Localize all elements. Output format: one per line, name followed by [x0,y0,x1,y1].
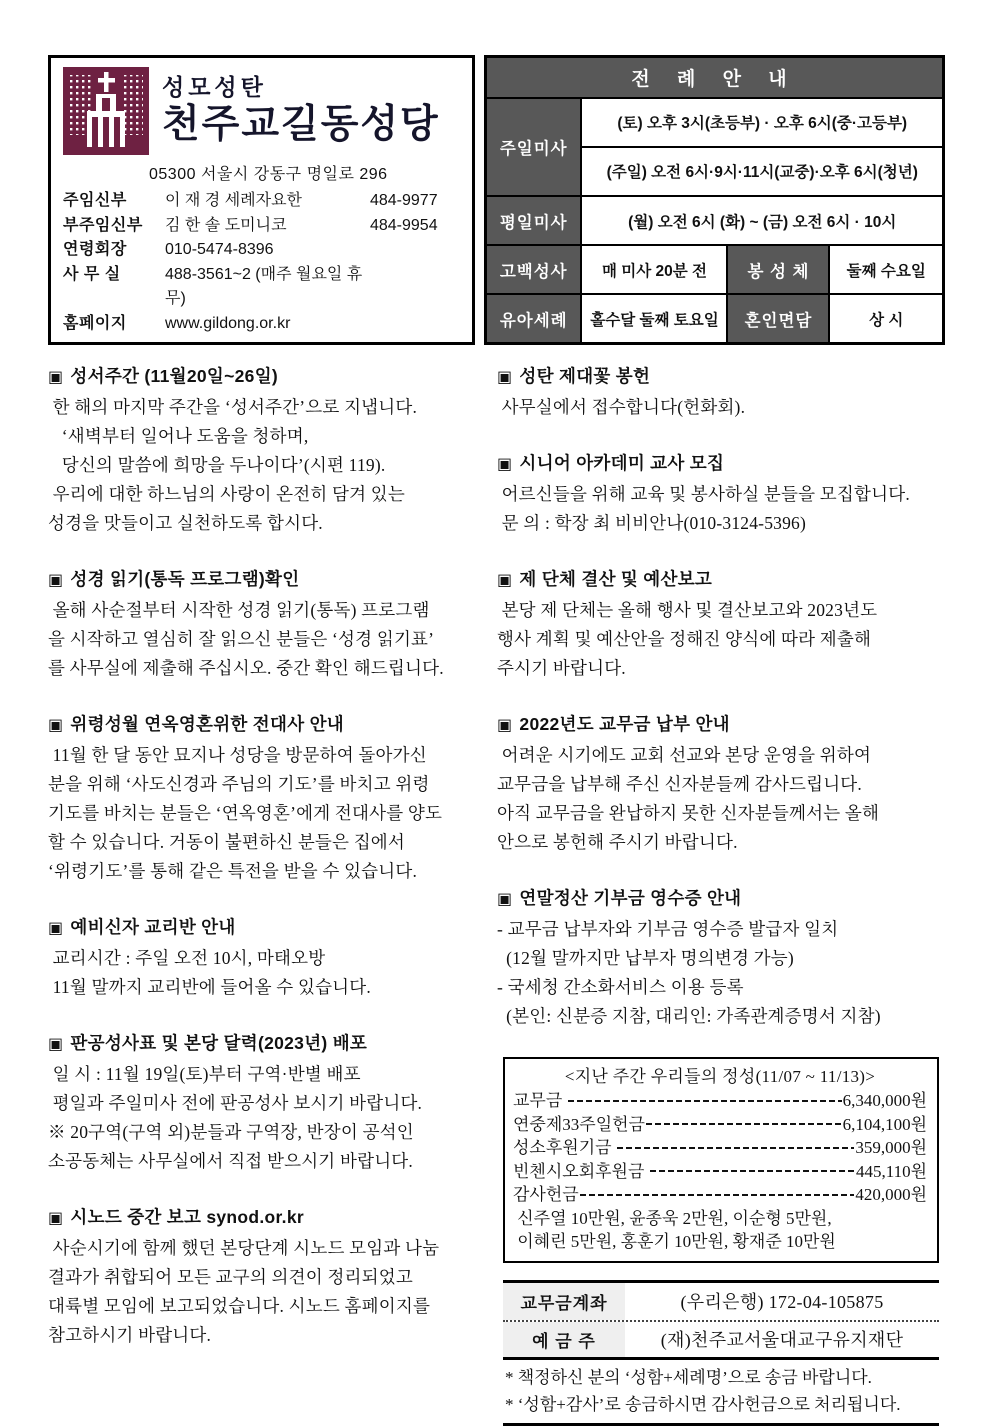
section-line: 한 해의 마지막 주간을 ‘성서주간’으로 지냅니다. [48,397,418,417]
section-line: 어르신들을 위해 교육 및 봉사하실 분들을 모집합니다. [497,484,910,504]
section-line: 평일과 주일미사 전에 판공성사 보시기 바랍니다. [48,1093,423,1113]
section-body [497,393,945,422]
section-body [48,596,478,683]
contact-row [63,312,462,337]
section-title-text: 제 단체 결산 및 예산보고 [519,569,713,589]
offering-label: 교무금 [513,1091,567,1110]
offerings-title: <지난 주간 우리들의 정성(11/07 ~ 11/13)> [564,1067,876,1086]
square-bullet-icon: ▣ [48,369,64,386]
bank-account-table [503,1280,939,1426]
contact-label: 홈페이지 [63,314,127,332]
church-title-large: 천주교길동성당 [162,103,440,146]
bulletin-section [497,709,945,857]
offering-row [513,1113,927,1137]
liturgy-infant-baptism-value: 홀수달 둘째 토요일 [581,294,727,343]
dash-leader [580,1194,855,1196]
section-line: - 교무금 납부자와 기부금 영수증 발급자 일치 [497,919,839,939]
donor-list [513,1207,927,1254]
brand-row [63,67,462,155]
liturgy-marriage-label: 혼인면담 [727,294,829,343]
contact-phone [370,263,462,312]
section-line: 결과가 취합되어 모든 교구의 의견이 정리되었고 [48,1267,413,1287]
section-line: 기도를 바치는 분들은 ‘연옥영혼’에게 전대사를 양도 [48,803,443,823]
right-column [487,361,945,1426]
weekly-offerings-box [503,1057,939,1263]
bulletin-section [497,361,945,422]
church-title-small: 성모성탄 [162,74,267,100]
square-bullet-icon: ▣ [497,456,513,473]
bulletin-section [497,564,945,683]
section-title [48,361,478,393]
square-bullet-icon: ▣ [48,1036,64,1053]
donor-line: 이혜린 5만원, 홍훈기 10만원, 황재준 10만원 [513,1232,836,1251]
liturgy-weekday-times: (월) 오전 6시 (화) ~ (금) 오전 6시 · 10시 [581,196,943,245]
liturgy-communion-label: 봉 성 체 [727,245,829,294]
section-line: 어려운 시기에도 교회 선교와 본당 운영을 위하여 [497,745,872,765]
liturgy-sunday-saturday-times: (토) 오후 3시(초등부) · 오후 6시(중·고등부) [581,98,943,147]
section-line: 참고하시기 바랍니다. [48,1325,212,1345]
section-title-text: 성경 읽기(통독 프로그램)확인 [70,569,300,589]
section-line: 교무금을 납부해 주신 신자분들께 감사드립니다. [497,774,862,794]
dash-leader [617,1147,855,1149]
section-line: - 국세청 간소화서비스 이용 등록 [497,977,744,997]
offering-row [513,1136,927,1160]
contact-label: 사 무 실 [63,265,121,283]
contact-phone [370,238,462,263]
section-body [497,915,945,1031]
section-body [48,944,478,1002]
liturgy-communion-value: 둘째 수요일 [829,245,943,294]
section-title [48,564,478,596]
liturgy-schedule-table [484,55,945,345]
offering-amount: 445,110원 [855,1161,927,1181]
contact-label: 부주임신부 [63,216,143,234]
square-bullet-icon: ▣ [48,717,64,734]
section-line: 11월 말까지 교리반에 들어올 수 있습니다. [48,977,371,997]
brand-titles [162,67,440,149]
section-body [48,1234,478,1350]
section-line: 성경을 맛들이고 실천하도록 합시다. [48,513,323,533]
section-line: (12월 말까지만 납부자 명의변경 가능) [497,948,794,968]
offering-amount: 359,000원 [855,1138,927,1157]
offering-row [513,1089,927,1113]
section-line: 안으로 봉헌해 주시기 바랍니다. [497,832,738,852]
contact-label: 연령회장 [63,241,127,258]
contact-phone: 484-9977 [369,192,438,209]
section-title [497,361,945,393]
bank-account-row [503,1283,939,1320]
section-line: 일 시 : 11월 19일(토)부터 구역·반별 배포 [48,1064,361,1084]
offering-label: 감사헌금 [513,1185,579,1204]
section-line: 아직 교무금을 완납하지 못한 신자분들께서는 올해 [497,803,880,823]
liturgy-sunday-times: (주일) 오전 6시·9시·11시(교중)·오후 6시(청년) [581,147,943,196]
section-title [48,709,478,741]
church-contact-list [63,189,462,336]
square-bullet-icon: ▣ [48,920,64,937]
liturgy-marriage-value: 상 시 [829,294,943,343]
bank-holder-name: (재)천주교서울대교구유지재단 [660,1330,904,1350]
offering-amount: 420,000원 [855,1185,927,1204]
offering-row [513,1160,927,1184]
contact-row [63,238,462,263]
section-title [497,883,945,915]
body-columns [48,361,945,1426]
section-line: 분을 위해 ‘사도신경과 주님의 기도’를 바치고 위령 [48,774,430,794]
bank-note-line: * ‘성함+감사’로 송금하시면 감사헌금으로 처리됩니다. [505,1394,901,1414]
section-title [497,448,945,480]
section-title-text: 성탄 제대꽃 봉헌 [519,366,651,386]
section-line: 올해 사순절부터 시작한 성경 읽기(통독) 프로그램 [48,600,430,620]
section-line: 11월 한 달 동안 묘지나 성당을 방문하여 돌아가신 [48,745,427,765]
bank-account-label: 교무금계좌 [503,1283,625,1320]
contact-row [63,189,462,214]
bank-note-line: * 책정하신 분의 ‘성함+세례명’으로 송금 바랍니다. [505,1367,872,1387]
square-bullet-icon: ▣ [497,572,513,589]
contact-value: 488-3561~2 (매주 월요일 휴무) [165,265,363,307]
section-title-text: 연말정산 기부금 영수증 안내 [519,888,742,908]
section-line: 우리에 대한 하느님의 사랑이 온전히 담겨 있는 [48,484,406,504]
section-line: 를 사무실에 제출해 주십시오. 중간 확인 해드립니다. [48,658,444,678]
section-body [497,741,945,857]
bank-account-number: (우리은행) 172-04-105875 [680,1292,884,1312]
section-title-text: 판공성사표 및 본당 달력(2023년) 배포 [70,1033,368,1053]
liturgy-confession-label: 고백성사 [485,245,581,294]
section-title [48,1028,478,1060]
section-line: ‘위령기도’를 통해 같은 특전을 받을 수 있습니다. [48,861,418,881]
bulletin-section [497,448,945,538]
contact-row [63,263,462,312]
section-body [497,596,945,683]
section-line: 사무실에서 접수합니다(헌화회). [497,397,746,417]
section-body [497,480,945,538]
dash-leader [568,1100,842,1102]
section-line: (본인: 신분증 지참, 대리인: 가족관계증명서 지참) [497,1006,881,1026]
contact-value: 김 한 솔 도미니코 [165,216,287,234]
church-address: 05300 서울시 강동구 명일로 296 [149,166,388,183]
offering-amount: 6,104,100원 [842,1114,927,1134]
square-bullet-icon: ▣ [497,891,513,908]
bulletin-section [497,883,945,1031]
contact-phone [370,312,462,337]
section-title-text: 2022년도 교무금 납부 안내 [519,714,730,734]
section-line: 사순시기에 함께 했던 본당단계 시노드 모임과 나눔 [48,1238,440,1258]
section-title [48,912,478,944]
offering-label: 빈첸시오회후원금 [513,1161,649,1181]
section-line: 행사 계획 및 예산안을 정해진 양식에 따라 제출해 [497,629,872,649]
bulletin-section [48,361,478,538]
contact-value: www.gildong.or.kr [165,314,291,332]
section-line: 을 시작하고 열심히 잘 읽으신 분들은 ‘성경 읽기표’ [48,629,435,649]
bulletin-section [48,1202,478,1350]
section-line: 주시기 바랍니다. [497,658,626,678]
contact-phone: 484-9954 [369,216,438,234]
bulletin-section [48,1028,478,1176]
offering-label: 연중제33주일헌금 [513,1114,645,1134]
section-title-text: 예비신자 교리반 안내 [70,917,236,937]
offering-label: 성소후원기금 [513,1138,616,1157]
liturgy-sunday-label: 주일미사 [485,98,581,196]
section-line: ‘새벽부터 일어나 도움을 청하며, [48,426,309,446]
section-title [48,1202,478,1234]
liturgy-weekday-label: 평일미사 [485,196,581,245]
square-bullet-icon: ▣ [497,369,513,386]
contact-value: 010-5474-8396 [165,241,274,258]
right-sections [497,361,945,1031]
section-line: 소공동체는 사무실에서 직접 받으시기 바랍니다. [48,1151,413,1171]
dash-leader [646,1123,842,1125]
church-building-icon [63,67,149,155]
offering-row [513,1183,927,1207]
section-title-text: 성서주간 (11월20일~26일) [70,366,279,386]
section-body [48,393,478,538]
liturgy-infant-baptism-label: 유아세례 [485,294,581,343]
liturgy-table-title: 전 례 안 내 [485,57,943,98]
section-line: 교리시간 : 주일 오전 10시, 마태오방 [48,948,326,968]
square-bullet-icon: ▣ [48,1210,64,1227]
square-bullet-icon: ▣ [48,572,64,589]
bulletin-section [48,564,478,683]
offering-amount: 6,340,000원 [842,1091,927,1110]
section-title-text: 시노드 중간 보고 synod.or.kr [70,1207,304,1227]
section-line: 할 수 있습니다. 거동이 불편하신 분들은 집에서 [48,832,406,852]
section-line: 당신의 말씀에 희망을 두나이다’(시편 119). [48,455,386,475]
section-title [497,564,945,596]
bulletin-section [48,912,478,1002]
left-column [48,361,478,1426]
contact-label: 주임신부 [63,192,127,209]
section-line: ※ 20구역(구역 외)분들과 구역장, 반장이 공석인 [48,1122,414,1142]
donor-line: 신주열 10만원, 윤종욱 2만원, 이순형 5만원, [513,1208,832,1228]
offerings-list [513,1089,927,1207]
header [48,55,945,345]
section-line: 문 의 : 학장 최 비비안나(010-3124-5396) [497,513,807,533]
square-bullet-icon: ▣ [497,717,513,734]
section-line: 대륙별 모임에 보고되었습니다. 시노드 홈페이지를 [48,1296,431,1316]
contact-value: 이 재 경 세례자요한 [165,192,302,209]
section-body [48,741,478,886]
section-title-text: 시니어 아카데미 교사 모집 [519,453,725,473]
liturgy-confession-value: 매 미사 20분 전 [581,245,727,294]
contact-row [63,214,462,239]
bulletin-section [48,709,478,886]
bank-holder-row [503,1320,939,1357]
section-title [497,709,945,741]
bank-holder-label: 예 금 주 [503,1322,625,1357]
church-info-box [48,55,475,345]
bank-notes [503,1357,939,1423]
dash-leader [650,1170,855,1172]
section-body [48,1060,478,1176]
section-line: 본당 제 단체는 올해 행사 및 결산보고와 2023년도 [497,600,878,620]
section-title-text: 위령성월 연옥영혼위한 전대사 안내 [70,714,344,734]
